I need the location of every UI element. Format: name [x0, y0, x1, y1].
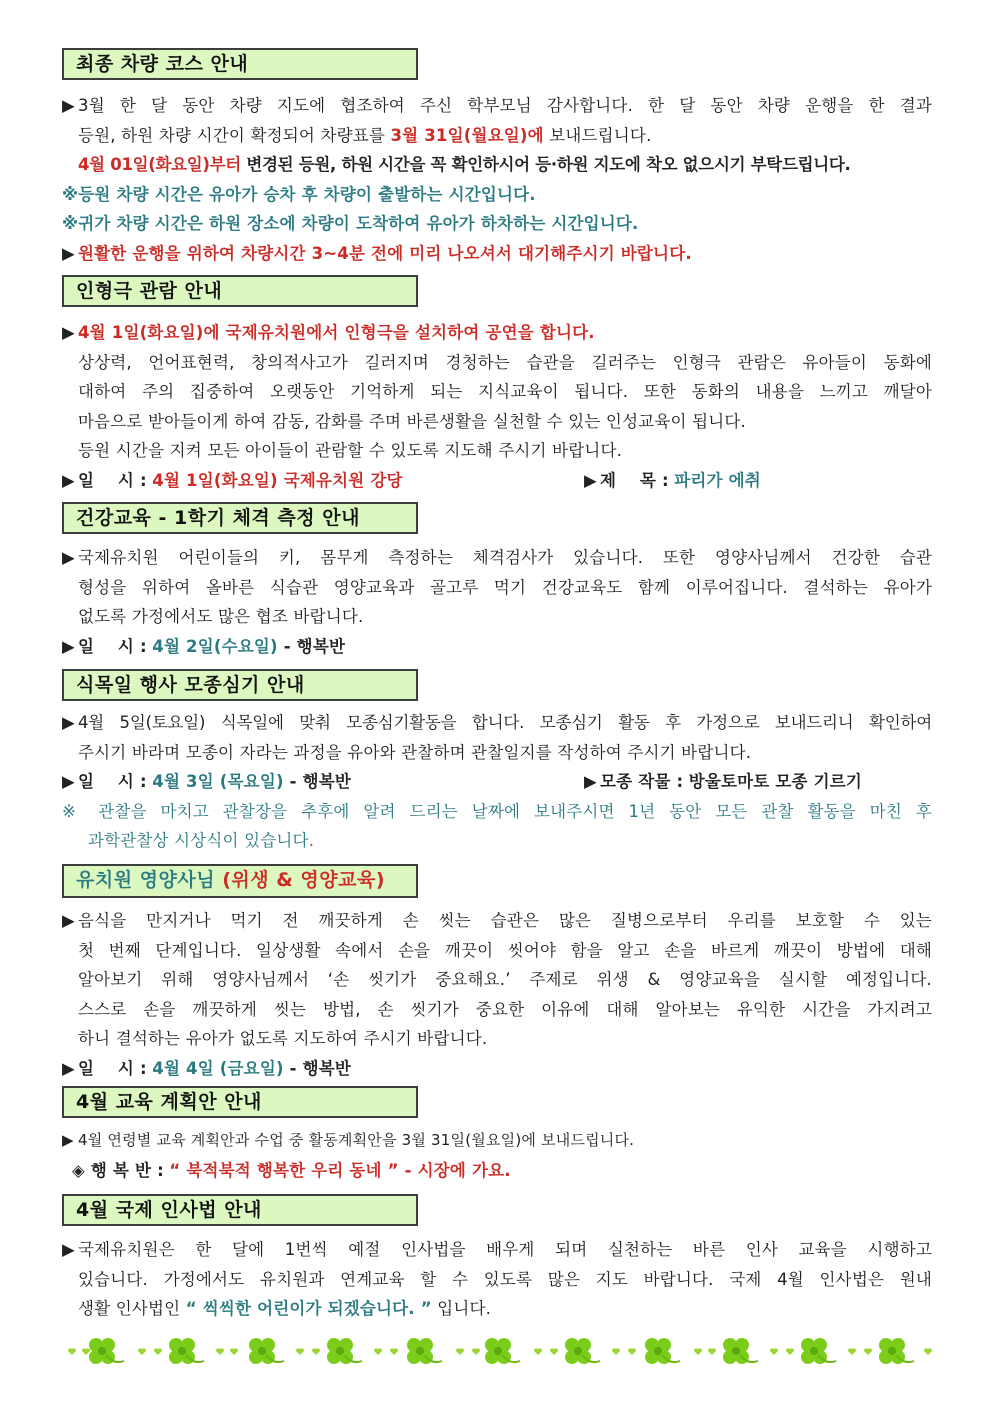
- heart-icon: [456, 1348, 464, 1355]
- lead-line: ▶ 4월 1일(화요일)에 국제유치원에서 인형극을 설치하여 공연을 합니다.: [62, 323, 595, 342]
- heart-icon: [770, 1348, 778, 1355]
- event-date: 4월 2일(수요일): [152, 636, 278, 656]
- heart-icon: [230, 1348, 238, 1355]
- heart-icon: [472, 1348, 480, 1355]
- detail-line: ▶ 일 시 : 4월 2일(수요일) - 행복반: [62, 636, 346, 656]
- paragraph-line: ▶ 4월 5일(토요일) 식목일에 맞춰 모종심기활동을 합니다. 모종심기 활동 후 가정으로 보내드리니 확인하여: [62, 713, 932, 732]
- note-line: ※등원 차량 시간은 유아가 승차 후 차량이 출발하는 시간입니다.: [62, 184, 536, 204]
- heart-icon: [82, 1348, 90, 1355]
- section-arbor-day: [62, 669, 932, 856]
- paragraph-line: 등원, 하원 차량 시간이 확정되어 차량표를 3월 31일(월요일)에 보내드립니다.: [78, 125, 652, 145]
- greeting-phrase: “ 씩씩한 어린이가 되겠습니다. ”: [185, 1299, 432, 1318]
- detail-line: ▶ 일 시 : 4월 1일(화요일) 국제유치원 강당 ▶ 제 목 : 파리가 에취: [62, 470, 761, 490]
- paragraph-line: 상상력, 언어표현력, 창의적사고가 길러지며 경청하는 습관을 길러주는 인형극 관람은 유아들이 동화에: [78, 352, 932, 372]
- heart-icon: [628, 1348, 636, 1355]
- heart-icon: [864, 1348, 872, 1355]
- detail-line: ▶ 일 시 : 4월 3일 (목요일) - 행복반 ▶ 모종 작물 : 방울토마토 모종 기르기: [62, 772, 862, 791]
- section-title: 식목일 행사 모종심기 안내: [62, 669, 418, 701]
- note-line: ※귀가 차량 시간은 하원 장소에 차량이 도착하여 유아가 하차하는 시간입니다.: [62, 214, 639, 233]
- event-date: 4월 3일 (목요일): [152, 772, 284, 791]
- clover-icon: [327, 1338, 362, 1364]
- clover-icon: [485, 1338, 520, 1364]
- clover-icon: [801, 1338, 836, 1364]
- section-education-plan: [62, 1086, 932, 1185]
- section-title: 인형극 관람 안내: [62, 275, 418, 307]
- paragraph-line: 형성을 위하여 올바른 식습관 영양교육과 골고루 먹기 건강교육도 함께 이루어집니다. 결석하는 유아가: [78, 577, 932, 597]
- notice-line: ▶ 원활한 운행을 위하여 차량시간 3~4분 전에 미리 나오셔서 대기해주시기 바랍니다.: [62, 243, 692, 263]
- clover-icon: [645, 1338, 680, 1364]
- heart-icon: [390, 1348, 398, 1355]
- clover-icon: [879, 1338, 914, 1364]
- highlight-date: 4월 01일(화요일)부터: [78, 155, 241, 174]
- heart-icon: [924, 1348, 932, 1355]
- paragraph-line: 첫 번째 단계입니다. 일상생활 속에서 손을 깨끗이 씻어야 함을 알고 손을 바르게 깨끗이 방법에 대해: [78, 940, 932, 960]
- clover-icon: [169, 1338, 204, 1364]
- section-title: 최종 차량 코스 안내: [62, 48, 418, 80]
- note-line: 과학관찰상 시상식이 있습니다.: [88, 831, 315, 850]
- heart-icon: [612, 1348, 620, 1355]
- paragraph-line: 대하여 주의 집중하여 오랫동안 기억하게 되는 지식교육이 됩니다. 또한 동화의 내용을 느끼고 깨달아: [78, 382, 932, 401]
- clover-icon: [723, 1338, 758, 1364]
- paragraph-line: 없도록 가정에서도 많은 협조 바랍니다.: [78, 607, 364, 626]
- heart-icon: [216, 1348, 224, 1355]
- class-label: ◈ 행 복 반 :: [72, 1160, 164, 1180]
- class-plan-line: [62, 1156, 932, 1186]
- section-health-education: [62, 502, 932, 661]
- heart-icon: [154, 1348, 162, 1355]
- clover-border-graphic: [62, 1332, 938, 1372]
- event-date: 4월 4일 (금요일): [152, 1058, 284, 1078]
- clover-icon: [407, 1338, 442, 1364]
- class-theme: “ 북적북적 행복한 우리 동네 ” - 시장에 가요.: [169, 1160, 511, 1180]
- heart-icon: [708, 1348, 716, 1355]
- paragraph-line: 있습니다. 가정에서도 유치원과 연계교육 할 수 있도록 많은 지도 바랍니다. 국제 4월 인사법은 원내: [78, 1269, 932, 1289]
- heart-icon: [848, 1348, 856, 1355]
- paragraph-line: 스스로 손을 깨끗하게 씻는 방법, 손 씻기가 중요한 이유에 대해 알아보는 유익한 시간을 가지려고: [78, 999, 932, 1019]
- clover-border: [62, 1332, 938, 1372]
- section-nutrition: [62, 864, 932, 1083]
- clover-icon: [249, 1338, 284, 1364]
- note-line: ※ 관찰을 마치고 관찰장을 추후에 알려 드리는 날짜에 보내주시면 1년 동안 모든 관찰 활동을 마친 후: [62, 801, 932, 821]
- paragraph-line: ▶ 4월 연령별 교육 계획안과 수업 중 활동계획안을 3월 31일(월요일)에 보내드립니다.: [62, 1131, 635, 1149]
- event-subject: 파리가 에취: [674, 470, 761, 490]
- heart-icon: [694, 1348, 702, 1355]
- highlight-date: 3월 31일(월요일)에: [390, 125, 544, 145]
- heart-icon: [534, 1348, 542, 1355]
- heart-icon: [296, 1348, 304, 1355]
- heart-icon: [68, 1348, 76, 1355]
- event-date: 4월 1일(화요일) 국제유치원 강당: [152, 470, 403, 490]
- crop-name: 방울토마토 모종 기르기: [688, 772, 862, 791]
- section-title: 4월 국제 인사법 안내: [62, 1194, 418, 1226]
- clover-icon: [89, 1338, 124, 1364]
- heart-icon: [786, 1348, 794, 1355]
- heart-icon: [138, 1348, 146, 1355]
- heart-icon: [550, 1348, 558, 1355]
- paragraph-line: ▶ 3월 한 달 동안 차량 지도에 협조하여 주신 학부모님 감사합니다. 한 달 동안 차량 운행을 한 결과: [62, 96, 932, 115]
- paragraph-line: 알아보기 위해 영양사님께서 ‘손 씻기가 중요해요.’ 주제로 위생 & 영양교육을 실시할 예정입니다.: [78, 970, 932, 989]
- section-greeting: [62, 1194, 932, 1324]
- section-vehicle-course: [62, 48, 932, 268]
- paragraph-line: 등원 시간을 지켜 모든 아이들이 관람할 수 있도록 지도해 주시기 바랍니다.: [78, 441, 623, 460]
- heart-icon: [312, 1348, 320, 1355]
- paragraph-line: 주시기 바라며 모종이 자라는 과정을 유아와 관찰하며 관찰일지를 작성하여 주시기 바랍니다.: [78, 742, 752, 762]
- detail-line: ▶ 일 시 : 4월 4일 (금요일) - 행복반: [62, 1058, 352, 1078]
- section-title: 4월 교육 계획안 안내: [62, 1086, 418, 1118]
- paragraph-line: ▶ 국제유치원 어린이들의 키, 몸무게 측정하는 체격검사가 있습니다. 또한 영양사님께서 건강한 습관: [62, 548, 932, 567]
- paragraph-line: 마음으로 받아들이게 하여 감동, 감화를 주며 바른생활을 실천할 수 있는 인성교육이 됩니다.: [78, 411, 746, 431]
- paragraph-line: 생활 인사법인 “ 씩씩한 어린이가 되겠습니다. ” 입니다.: [78, 1299, 492, 1318]
- paragraph-line: ▶ 국제유치원은 한 달에 1번씩 예절 인사법을 배우게 되며 실천하는 바른 인사 교육을 시행하고: [62, 1240, 932, 1259]
- paragraph-line: ▶ 음식을 만지거나 먹기 전 깨끗하게 손 씻는 습관은 많은 질병으로부터 우리를 보호할 수 있는: [62, 911, 932, 930]
- section-puppet-show: [62, 275, 932, 495]
- heart-icon: [374, 1348, 382, 1355]
- clover-icon: [565, 1338, 600, 1364]
- section-title: 유치원 영양사님 (위생 & 영양교육): [62, 864, 418, 898]
- paragraph-line: 4월 01일(화요일)부터 변경된 등원, 하원 시간을 꼭 확인하시어 등·하원 지도에 착오 없으시기 부탁드립니다.: [78, 155, 851, 174]
- section-title: 건강교육 - 1학기 체격 측정 안내: [62, 502, 418, 534]
- paragraph-line: 하니 결석하는 유아가 없도록 지도하여 주시기 바랍니다.: [78, 1029, 488, 1048]
